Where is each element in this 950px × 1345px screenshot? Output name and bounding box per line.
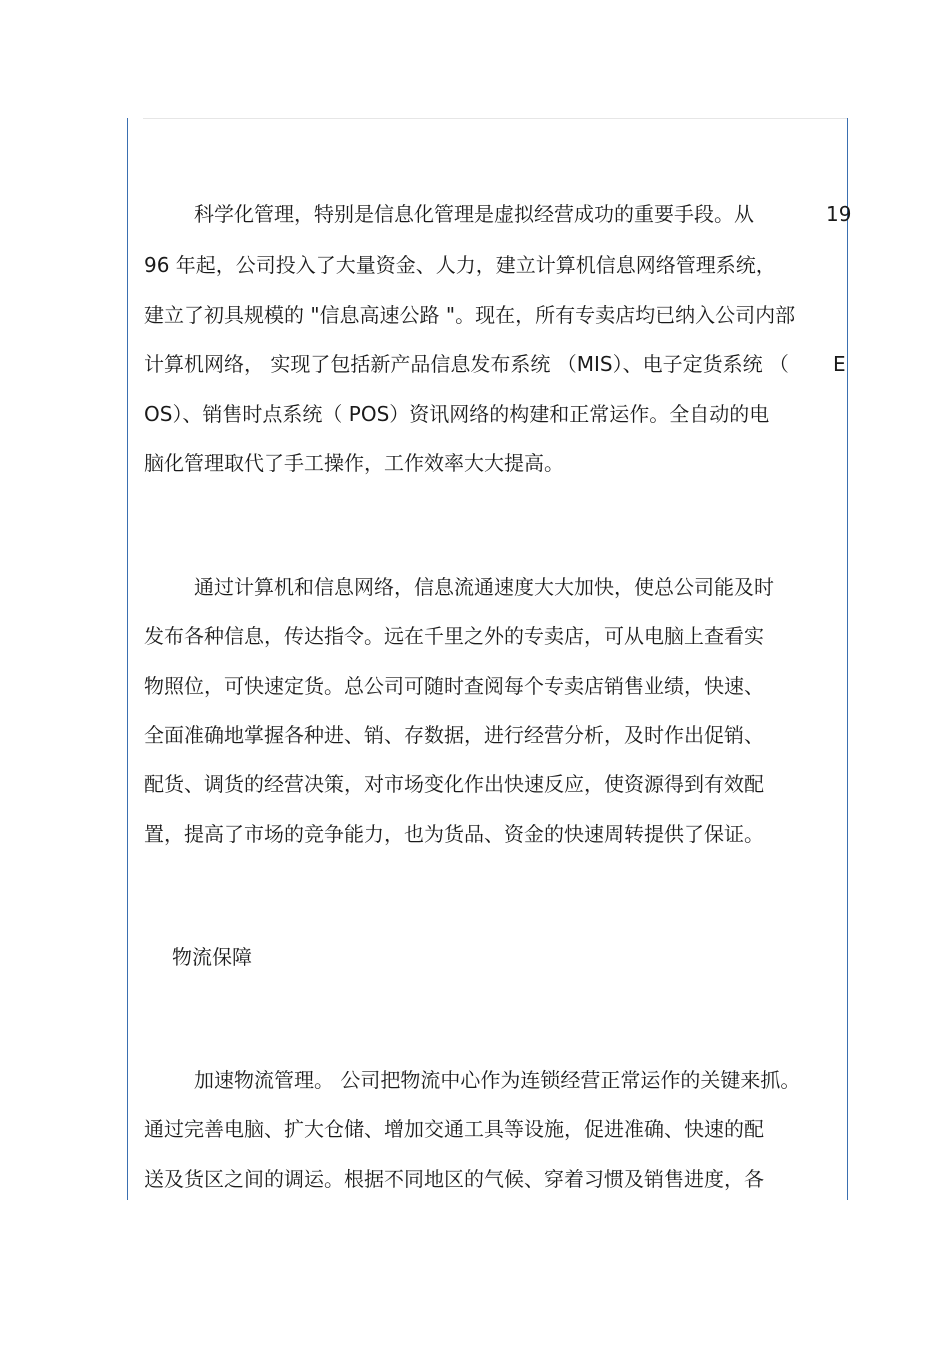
paragraph1-line-1: 科学化管理，特别是信息化管理是虚拟经营成功的重要手段。从 [194,202,754,226]
paragraph1-line-6: 脑化管理取代了手工操作，工作效率大大提高。 [144,451,564,475]
paragraph2-line-1: 通过计算机和信息网络，信息流通速度大大加快，使总公司能及时 [194,575,774,599]
paragraph2-line-5: 配货、调货的经营决策，对市场变化作出快速反应，使资源得到有效配 [144,772,764,796]
page-frame [127,118,848,1200]
frame-right-border [847,118,848,1200]
paragraph3-line-3: 送及货区之间的调运。根据不同地区的气候、穿着习惯及销售进度，各 [144,1167,764,1191]
paragraph2-line-6: 置，提高了市场的竞争能力，也为货品、资金的快速周转提供了保证。 [144,822,764,846]
frame-top-border [143,118,847,119]
paragraph1-line-4: 计算机网络， 实现了包括新产品信息发布系统 （MIS）、电子定货系统 （ [144,352,789,376]
paragraph1-line-1-tail: 19 [826,202,852,226]
paragraph3-line-2: 通过完善电脑、扩大仓储、增加交通工具等设施，促进准确、快速的配 [144,1117,764,1141]
paragraph2-line-2: 发布各种信息，传达指令。远在千里之外的专卖店，可从电脑上查看实 [144,624,764,648]
frame-left-border [127,118,128,1200]
section-heading: 物流保障 [172,945,252,969]
paragraph1-line-5: OS）、销售时点系统（ POS）资讯网络的构建和正常运作。全自动的电 [144,402,770,426]
paragraph1-line-3: 建立了初具规模的 "信息高速公路 "。现在，所有专卖店均已纳入公司内部 [144,303,796,327]
paragraph3-line-1: 加速物流管理。 公司把物流中心作为连锁经营正常运作的关键来抓。 [194,1068,801,1092]
paragraph1-line-2: 96 年起，公司投入了大量资金、人力，建立计算机信息网络管理系统， [144,253,776,277]
paragraph1-line-4-tail: E [833,352,846,376]
paragraph2-line-4: 全面准确地掌握各种进、销、存数据，进行经营分析，及时作出促销、 [144,723,764,747]
paragraph2-line-3: 物照位，可快速定货。总公司可随时查阅每个专卖店销售业绩，快速、 [144,674,764,698]
